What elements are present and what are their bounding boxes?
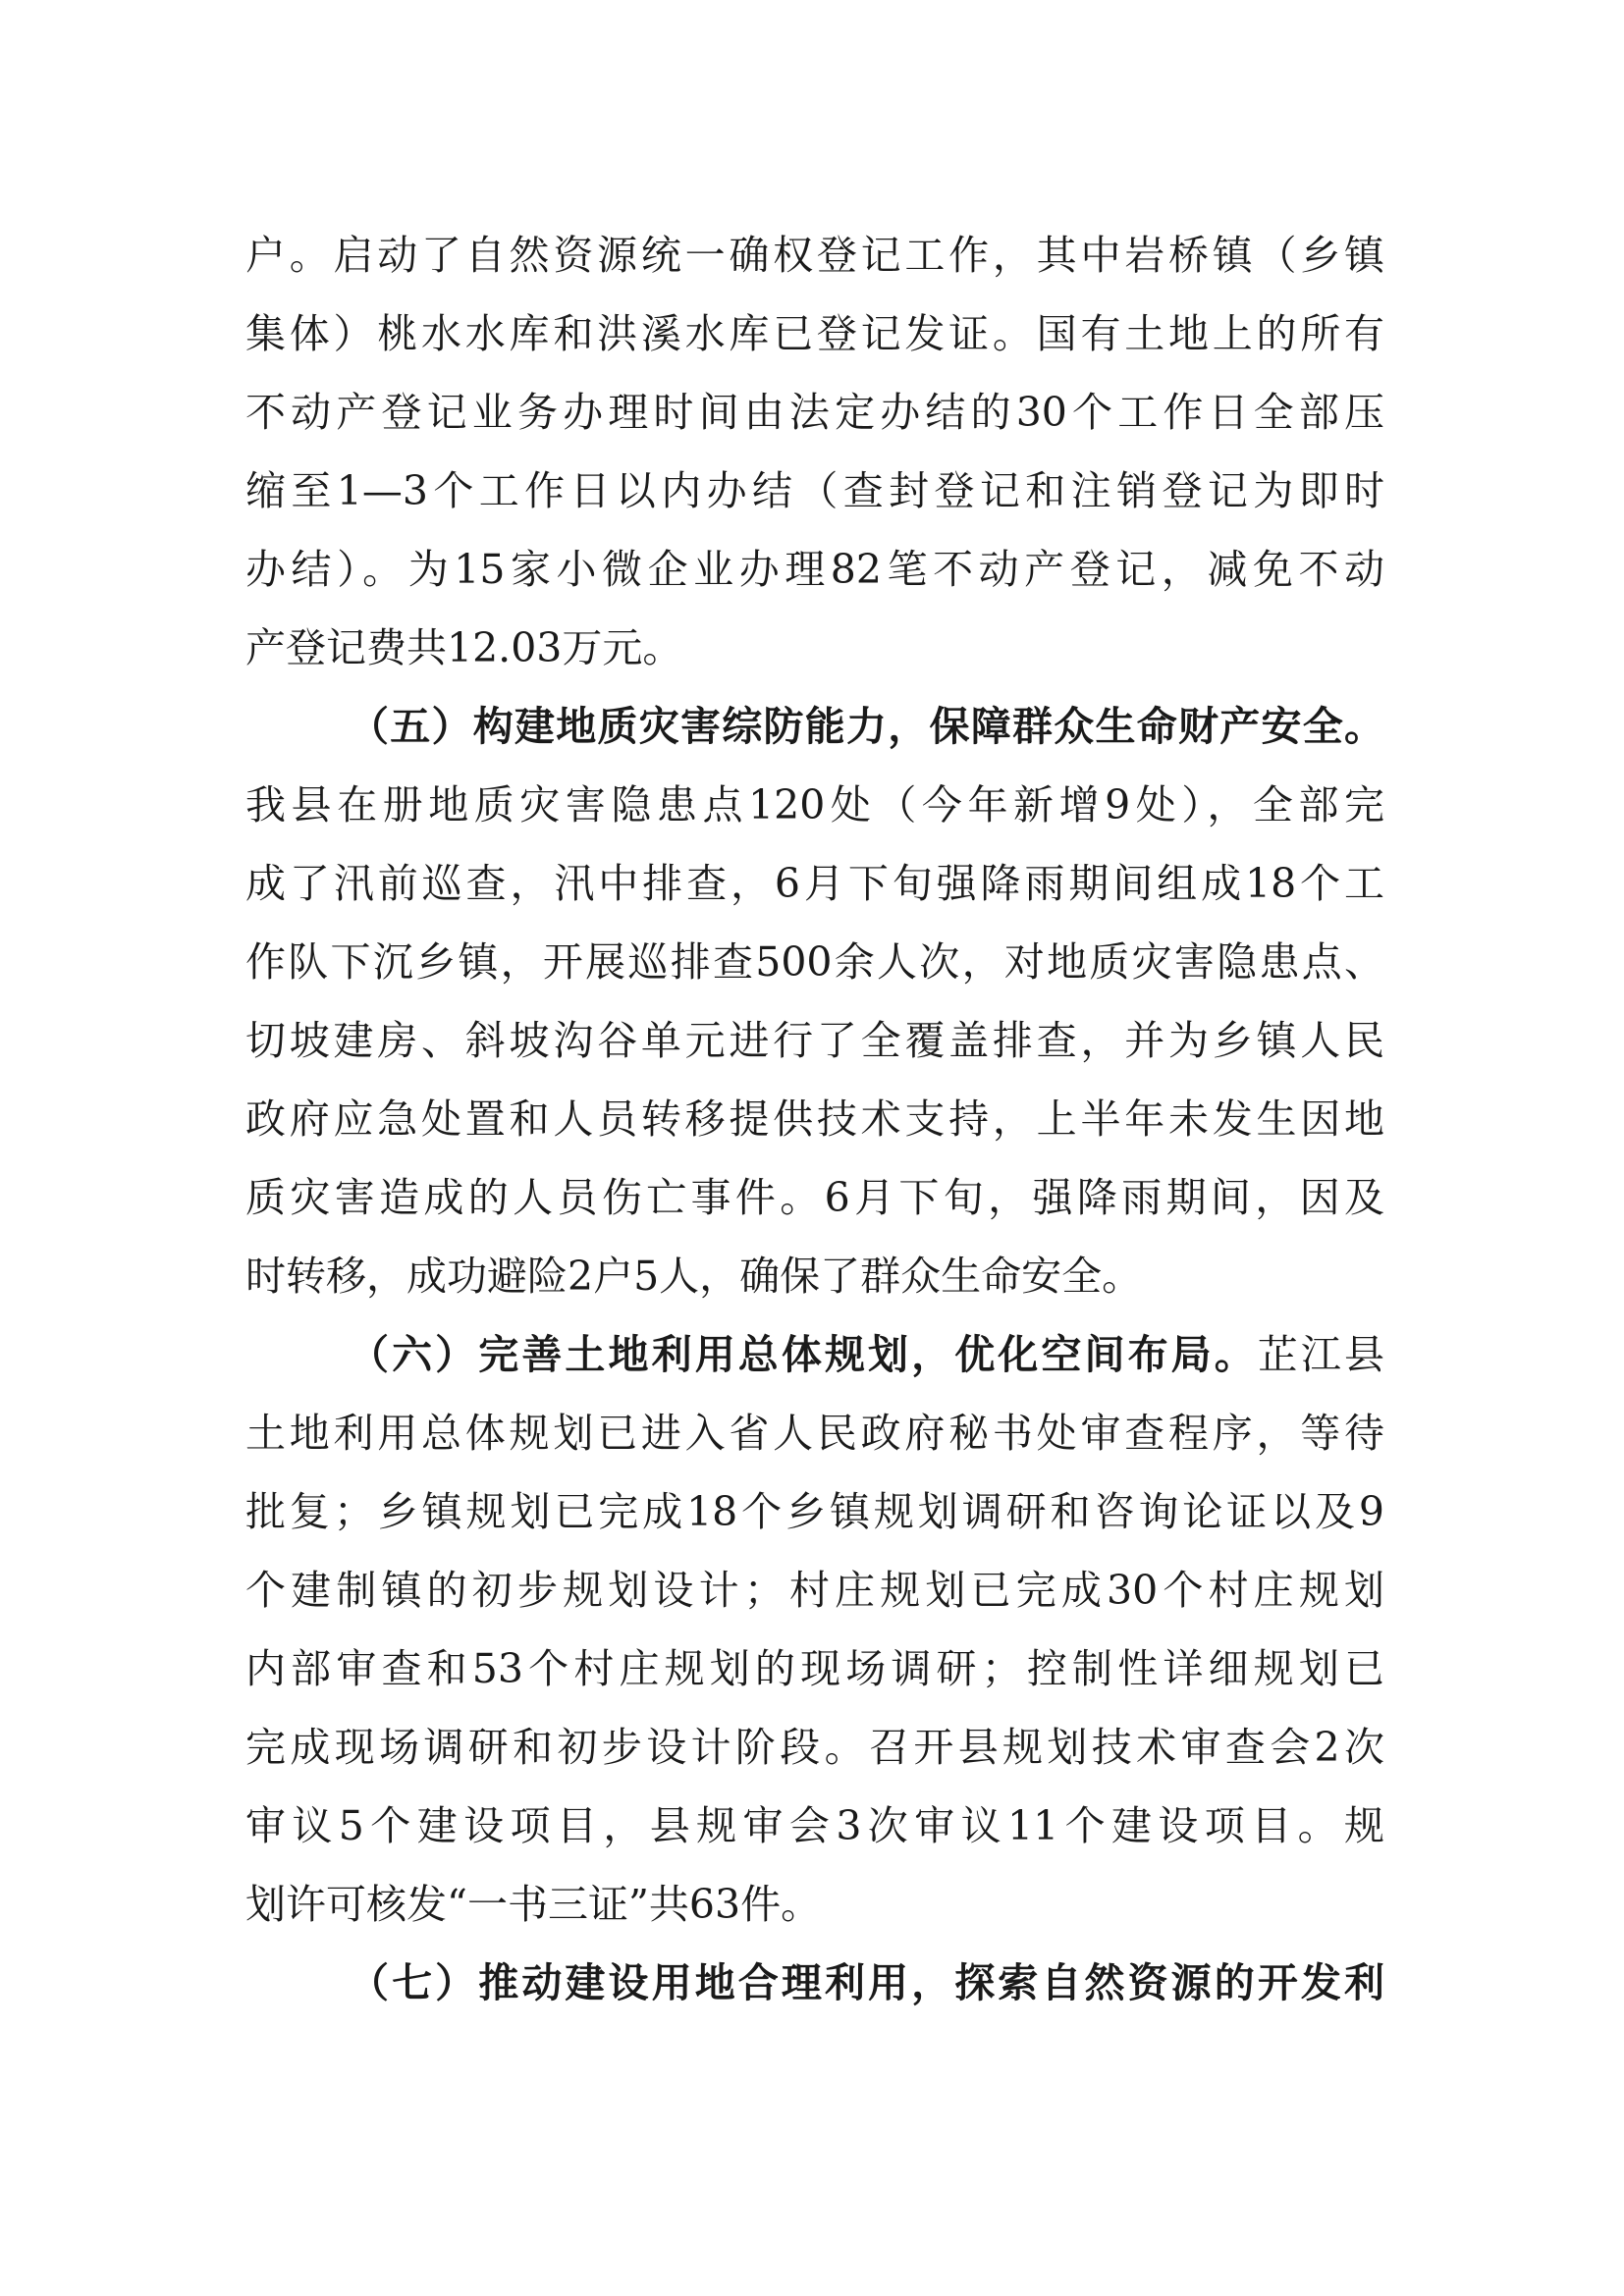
body-line: 缩至1—3个工作日以内办结（查封登记和注销登记为即时 <box>245 467 1384 514</box>
body-line: 产登记费共12.03万元。 <box>245 624 683 671</box>
body-line: 办结）。为15家小微企业办理82笔不动产登记，减免不动 <box>245 546 1384 593</box>
body-line: 切坡建房、斜坡沟谷单元进行了全覆盖排查，并为乡镇人民 <box>245 1017 1384 1064</box>
body-line: 批复；乡镇规划已完成18个乡镇规划调研和咨询论证以及9 <box>245 1488 1384 1535</box>
section-6-heading-tail: 芷江县 <box>1257 1331 1385 1378</box>
body-line: 个建制镇的初步规划设计；村庄规划已完成30个村庄规划 <box>245 1567 1384 1614</box>
body-line: 时转移，成功避险2户5人，确保了群众生命安全。 <box>245 1253 1143 1300</box>
body-line: 土地利用总体规划已进入省人民政府秘书处审查程序，等待 <box>245 1410 1384 1457</box>
section-6-heading: （六）完善土地利用总体规划，优化空间布局。 <box>349 1331 1258 1378</box>
body-line: 完成现场调研和初步设计阶段。召开县规划技术审查会2次 <box>245 1724 1384 1771</box>
body-line: 集体）桃水水库和洪溪水库已登记发证。国有土地上的所有 <box>245 310 1384 357</box>
section-6-heading-line <box>349 1320 1384 1389</box>
body-line: 内部审查和53个村庄规划的现场调研；控制性详细规划已 <box>245 1645 1384 1692</box>
section-7-heading: （七）推动建设用地合理利用，探索自然资源的开发利 <box>349 1959 1384 2006</box>
body-line: 不动产登记业务办理时间由法定办结的30个工作日全部压 <box>245 389 1384 436</box>
body-line: 户。启动了自然资源统一确权登记工作，其中岩桥镇（乡镇 <box>245 232 1384 279</box>
body-line: 划许可核发“一书三证”共63件。 <box>245 1881 822 1928</box>
body-line: 作队下沉乡镇，开展巡排查500余人次，对地质灾害隐患点、 <box>245 938 1384 986</box>
body-line: 成了汛前巡查，汛中排查，6月下旬强降雨期间组成18个工 <box>245 860 1384 907</box>
body-line: 政府应急处置和人员转移提供技术支持，上半年未发生因地 <box>245 1095 1384 1143</box>
body-line: 我县在册地质灾害隐患点120处（今年新增9处），全部完 <box>245 781 1384 828</box>
section-5-heading: （五）构建地质灾害综防能力，保障群众生命财产安全。 <box>349 703 1384 750</box>
body-line: 质灾害造成的人员伤亡事件。6月下旬，强降雨期间，因及 <box>245 1174 1384 1221</box>
body-line: 审议5个建设项目，县规审会3次审议11个建设项目。规 <box>245 1802 1384 1849</box>
